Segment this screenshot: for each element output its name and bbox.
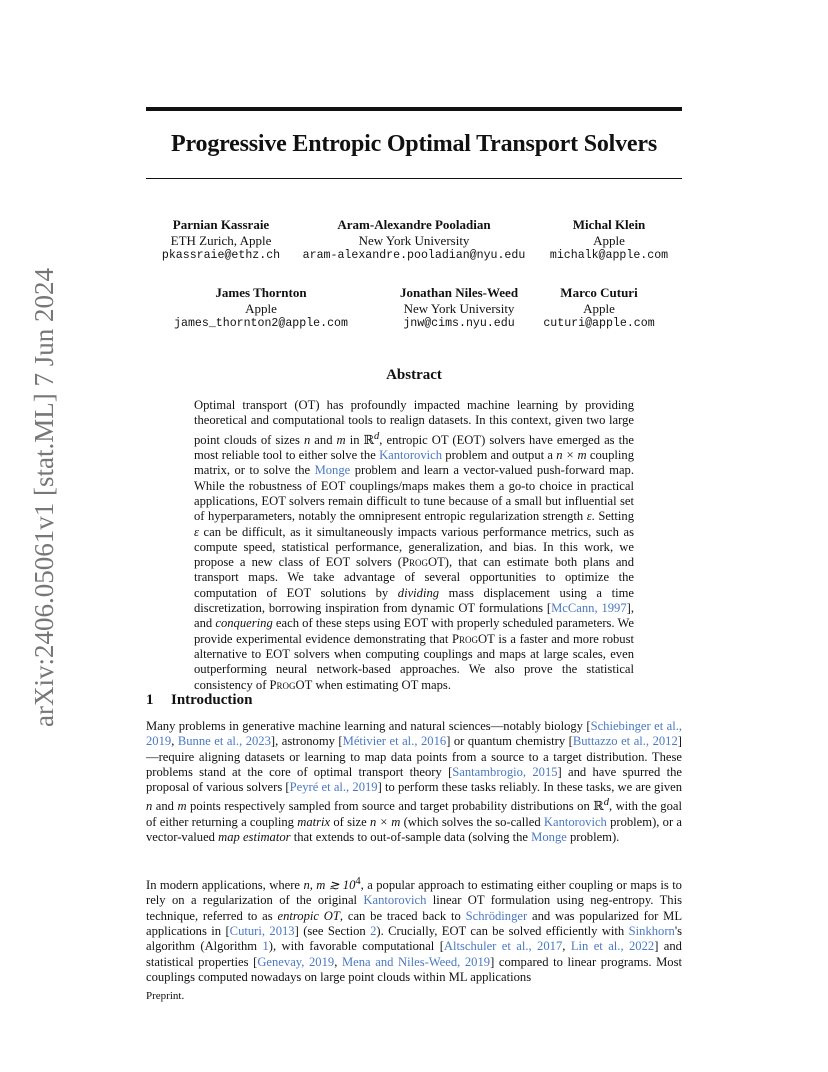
citation-link[interactable]: Monge bbox=[531, 830, 567, 845]
author-block bbox=[536, 285, 662, 332]
citation-link[interactable]: Altschuler et al., 2017 bbox=[443, 939, 563, 954]
citation-link[interactable]: Kantorovich bbox=[543, 814, 607, 829]
citation-link[interactable]: Mena and Niles-Weed, 2019 bbox=[341, 954, 491, 969]
author-name: Parnian Kassraie bbox=[172, 217, 270, 232]
citation-link[interactable]: McCann, 1997 bbox=[551, 601, 627, 616]
author-block bbox=[536, 217, 682, 264]
author-name: Marco Cuturi bbox=[560, 285, 638, 300]
author-affiliation: Apple bbox=[583, 300, 615, 316]
author-email: jnw@cims.nyu.edu bbox=[403, 317, 515, 330]
citation-link[interactable]: Genevay, 2019 bbox=[257, 954, 335, 969]
author-email: michalk@apple.com bbox=[549, 249, 669, 262]
author-affiliation: Apple bbox=[593, 232, 625, 248]
section-heading bbox=[146, 692, 252, 709]
arxiv-identifier-stamp: arXiv:2406.05061v1 [stat.ML] 7 Jun 2024 bbox=[29, 268, 59, 727]
title-bottom-rule bbox=[146, 178, 682, 179]
author-email: james_thornton2@apple.com bbox=[174, 317, 348, 330]
citation-link[interactable]: Schrödinger bbox=[465, 908, 528, 923]
title-top-rule bbox=[146, 107, 682, 111]
citation-link[interactable]: Santambrogio, 2015 bbox=[452, 764, 558, 779]
citation-link[interactable]: Métivier et al., 2016 bbox=[342, 734, 447, 749]
citation-link[interactable]: Buttazzo et al., 2012 bbox=[572, 734, 678, 749]
citation-link[interactable]: Lin et al., 2022 bbox=[570, 939, 655, 954]
author-block bbox=[160, 285, 362, 332]
footer-note: Preprint. bbox=[146, 990, 185, 1002]
citation-link[interactable]: Peyré et al., 2019 bbox=[289, 780, 378, 795]
author-name: James Thornton bbox=[215, 285, 307, 300]
author-email: pkassraie@ethz.ch bbox=[161, 249, 281, 262]
author-name: Aram-Alexandre Pooladian bbox=[337, 217, 491, 232]
citation-link[interactable]: Cuturi, 2013 bbox=[229, 924, 295, 939]
author-name: Michal Klein bbox=[572, 217, 646, 232]
author-affiliation: New York University bbox=[403, 300, 515, 316]
author-affiliation: New York University bbox=[358, 232, 470, 248]
intro-paragraph: Many problems in generative machine learning and natural sciences—notably biology [Schiebinger et al., 2019, Bunne et al., 2023], astronomy [Métivier et al., 2016] or quantum chemistry [Buttazzo et al., 2012]—require aligning datasets or learning to map data points from a source to a target distribution. These problems stand at the core of optimal transport theory [Santambrogio, 2015] and have spurred the proposal of various solvers [Peyré et al., 2019] to perform these tasks reliably. In these tasks, we are given n and m points respectively sampled from source and target probability distributions on ℝ$^d$, with the goal of either returning a coupling matrix of size n × m (which solves the so-called Kantorovich problem), or a vector-valued map estimator that extends to out-of-sample data (solving the Monge problem). bbox=[146, 719, 683, 845]
citation-link[interactable]: Kantorovich bbox=[363, 893, 427, 908]
author-block bbox=[372, 285, 546, 332]
author-affiliation: ETH Zurich, Apple bbox=[170, 232, 272, 248]
paper-title: Progressive Entropic Optimal Transport Solvers bbox=[171, 131, 657, 157]
citation-link[interactable]: 2 bbox=[370, 924, 377, 939]
abstract-body: Optimal transport (OT) has profoundly impacted machine learning by providing theoretical and computational tools to realign datasets. In this context, given two large point clouds of sizes n and m in ℝ$^d$, entropic OT (EOT) solvers have emerged as the most reliable tool to either solve the Kantorovich problem and output a n × m coupling matrix, or to solve the Monge problem and learn a vector-valued push-forward map. While the robustness of EOT couplings/maps makes them a go-to choice in practical applications, EOT solvers remain difficult to tune because of a small but influential set of hyperparameters, notably the omnipresent entropic regularization strength ε. Setting ε can be difficult, as it simultaneously impacts various performance metrics, such as compute speed, statistical performance, generalization, and bias. In this work, we propose a new class of EOT solvers (ProgOT), that can estimate both plans and transport maps. We take advantage of several opportunities to optimize the computation of EOT solutions by dividing mass displacement using a time discretization, borrowing inspiration from dynamic OT formulations [McCann, 1997], and conquering each of these steps using EOT with properly scheduled parameters. We provide experimental evidence demonstrating that ProgOT is a faster and more robust alternative to EOT solvers when computing couplings and maps at large scales, even outperforming neural network-based approaches. We also prove the statistical consistency of ProgOT when estimating OT maps. bbox=[194, 398, 635, 692]
author-email: cuturi@apple.com bbox=[543, 317, 655, 330]
author-email: aram-alexandre.pooladian@nyu.edu bbox=[302, 249, 526, 262]
author-affiliation: Apple bbox=[245, 300, 277, 316]
author-name: Jonathan Niles-Weed bbox=[399, 285, 519, 300]
citation-link[interactable]: Sinkhorn bbox=[628, 924, 675, 939]
abstract-heading: Abstract bbox=[386, 367, 442, 383]
author-block bbox=[296, 217, 532, 264]
section-number: 1 bbox=[146, 692, 154, 708]
citation-link[interactable]: Monge bbox=[314, 463, 351, 478]
section-title: Introduction bbox=[171, 692, 253, 708]
author-block bbox=[146, 217, 296, 264]
citation-link[interactable]: Schiebinger et al., 2019 bbox=[146, 719, 682, 749]
citation-link[interactable]: Bunne et al., 2023 bbox=[177, 734, 271, 749]
citation-link[interactable]: Kantorovich bbox=[379, 448, 443, 463]
citation-link[interactable]: 1 bbox=[262, 939, 269, 954]
intro-paragraph: In modern applications, where n, m ≳ $10^4$, a popular approach to estimating either coupling or maps is to rely on a regularization of the original Kantorovich linear OT formulation using neg-entropy. This technique, referred to as entropic OT, can be traced back to Schrödinger and was popularized for ML applications in [Cuturi, 2013] (see Section 2). Crucially, EOT can be solved efficiently with Sinkhorn's algorithm (Algorithm 1), with favorable computational [Altschuler et al., 2017, Lin et al., 2022] and statistical properties [Genevay, 2019, Mena and Niles-Weed, 2019] compared to linear programs. Most couplings computed nowadays on large point clouds within ML applications bbox=[146, 876, 683, 984]
